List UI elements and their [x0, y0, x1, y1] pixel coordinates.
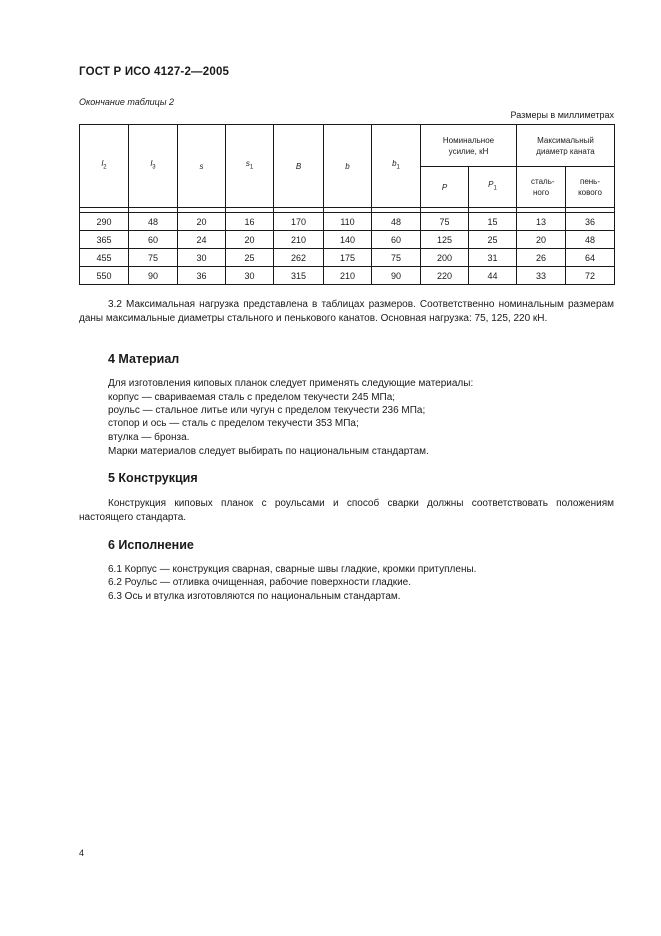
table-cell: 210: [324, 267, 372, 285]
table-cell: 30: [226, 267, 274, 285]
table-cell: 125: [421, 231, 469, 249]
paragraph-3-2: 3.2 Максимальная нагрузка представлена в таблицах размеров. Соответственно номинальным размерам даны максимальные диаметры стального и пенькового канатов. Основная нагрузка: 75, 125, 220 кН.: [79, 299, 614, 324]
table-cell: 20: [226, 231, 274, 249]
material-intro: Для изготовления киповых планок следует применять следующие материалы:: [108, 378, 474, 389]
table-cell: 20: [517, 231, 566, 249]
table-cell: 13: [517, 213, 566, 231]
document-code: ГОСТ Р ИСО 4127-2—2005: [79, 66, 230, 78]
table-cell: 26: [517, 249, 566, 267]
table-cell: 75: [421, 213, 469, 231]
table-cell: 30: [178, 249, 226, 267]
table-cell: 48: [129, 213, 178, 231]
table-cell: 550: [80, 267, 129, 285]
table-row: [80, 213, 615, 231]
col-header-s1: $s_1$: [226, 125, 274, 208]
execution-item: 6.3 Ось и втулка изготовляются по национальным стандартам.: [108, 591, 401, 602]
material-item: стопор и ось — сталь с пределом текучести 353 МПа;: [108, 418, 359, 429]
table-cell: 170: [274, 213, 324, 231]
section-title-execution: 6 Исполнение: [108, 538, 194, 552]
table-cell: 31: [469, 249, 517, 267]
table-cell: 48: [372, 213, 421, 231]
table-cell: 315: [274, 267, 324, 285]
table-cell: 72: [566, 267, 615, 285]
table-row: [80, 231, 615, 249]
table-cell: 75: [129, 249, 178, 267]
col-header-l3: $l_3$: [129, 125, 178, 208]
table-caption: Окончание таблицы 2: [79, 97, 174, 107]
table-cell: 64: [566, 249, 615, 267]
table-cell: 455: [80, 249, 129, 267]
col-header-P: P: [421, 167, 469, 208]
table-cell: 90: [372, 267, 421, 285]
table-header-row: [80, 125, 615, 167]
table-cell: 24: [178, 231, 226, 249]
table-cell: 220: [421, 267, 469, 285]
table-row: [80, 249, 615, 267]
table-cell: 44: [469, 267, 517, 285]
table-cell: 200: [421, 249, 469, 267]
col-header-steel: сталь-ного: [517, 167, 566, 208]
material-note: Марки материалов следует выбирать по национальным стандартам.: [108, 446, 429, 457]
table-cell: 110: [324, 213, 372, 231]
section-title-material: 4 Материал: [108, 352, 180, 366]
execution-item: 6.1 Корпус — конструкция сварная, сварные швы гладкие, кромки притуплены.: [108, 564, 477, 575]
table-cell: 20: [178, 213, 226, 231]
table-cell: 140: [324, 231, 372, 249]
table-cell: 33: [517, 267, 566, 285]
table-cell: 36: [178, 267, 226, 285]
col-header-l2: $l_2$: [80, 125, 129, 208]
table-cell: 25: [469, 231, 517, 249]
table-row: [80, 267, 615, 285]
units-note: Размеры в миллиметрах: [510, 110, 614, 120]
execution-item: 6.2 Роульс — отливка очищенная, рабочие поверхности гладкие.: [108, 577, 412, 588]
table-cell: 60: [129, 231, 178, 249]
table-cell: 75: [372, 249, 421, 267]
construction-text: Конструкция киповых планок с роульсами и способ сварки должны соответствовать положениям настоящего стандарта.: [79, 498, 614, 523]
table-cell: 175: [324, 249, 372, 267]
table-cell: 25: [226, 249, 274, 267]
table-cell: 48: [566, 231, 615, 249]
col-header-max-diameter: Максимальный диаметр каната: [517, 125, 615, 167]
col-header-B: B: [274, 125, 324, 208]
section-title-construction: 5 Конструкция: [108, 471, 198, 485]
col-header-s: s: [178, 125, 226, 208]
col-header-b1: $b_1$: [372, 125, 421, 208]
material-item: роульс — стальное литье или чугун с пределом текучести 236 МПа;: [108, 405, 426, 416]
table-cell: 16: [226, 213, 274, 231]
page-number: 4: [79, 848, 85, 858]
table-cell: 36: [566, 213, 615, 231]
table-cell: 290: [80, 213, 129, 231]
table-cell: 60: [372, 231, 421, 249]
col-header-P1: $P_1$: [469, 167, 517, 208]
table-cell: 15: [469, 213, 517, 231]
material-item: корпус — свариваемая сталь с пределом текучести 245 МПа;: [108, 392, 396, 403]
table-cell: 90: [129, 267, 178, 285]
col-header-nominal-force: Номинальное усилие, кН: [421, 125, 517, 167]
col-header-b: b: [324, 125, 372, 208]
table-cell: 365: [80, 231, 129, 249]
material-item: втулка — бронза.: [108, 432, 190, 443]
dimensions-table: [79, 124, 615, 285]
table-cell: 262: [274, 249, 324, 267]
col-header-hemp: пень-кового: [566, 167, 615, 208]
table-cell: 210: [274, 231, 324, 249]
